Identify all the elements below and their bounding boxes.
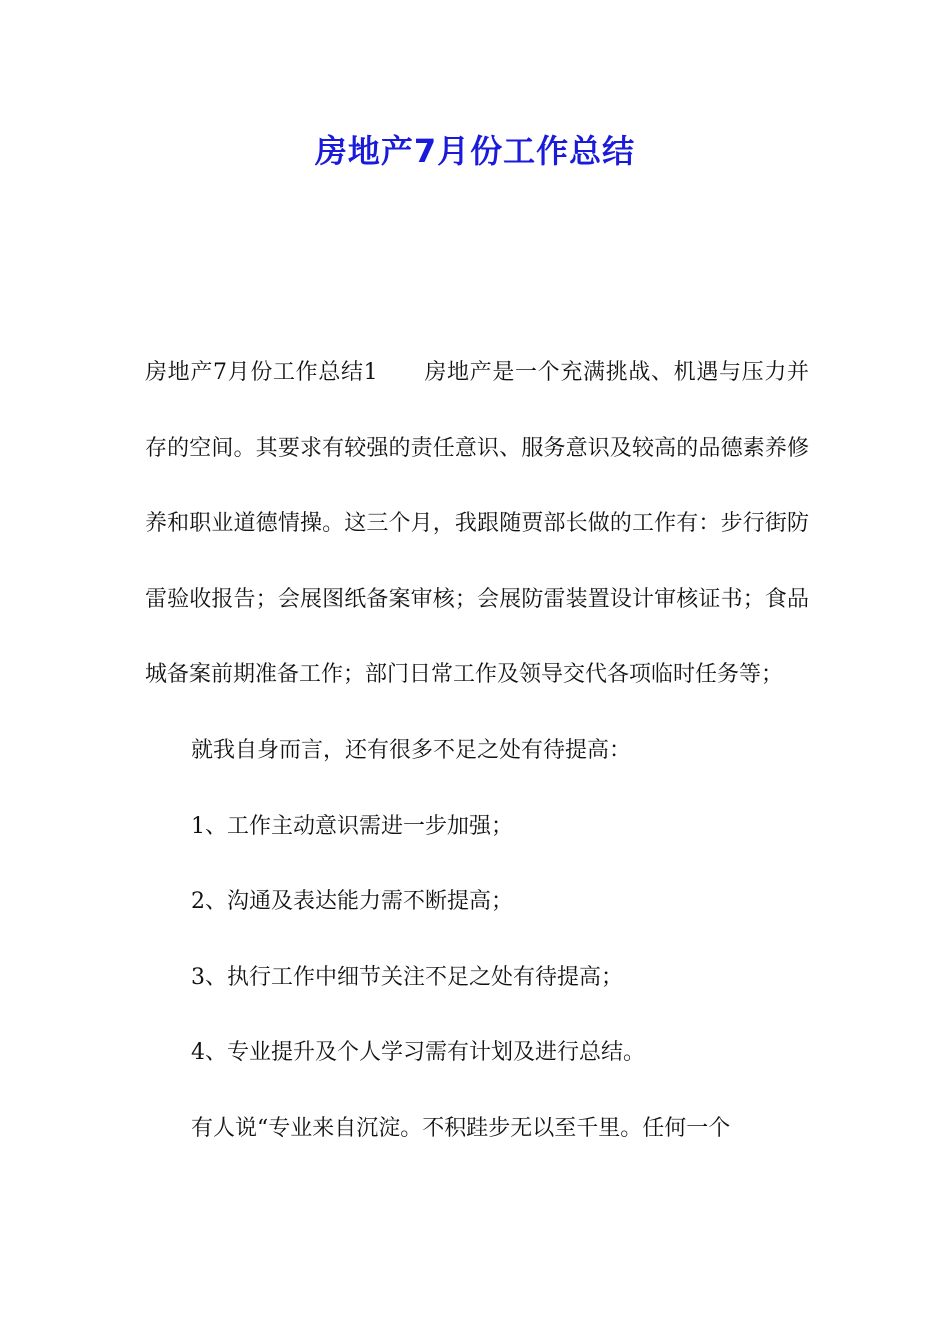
intro-text: 房地产是一个充满挑战、机遇与压力并存的空间。其要求有较强的责任意识、服务意识及较高的品德素养修养和职业道德情操。这三个月，我跟随贾部长做的工作有：步行街防雷验收报告；会展图纸备案审核；会展防雷装置设计审核证书；食品城备案前期准备工作；部门日常工作及领导交代各项临时任务等； [145, 360, 809, 688]
list-item-3: 3、执行工作中细节关注不足之处有待提高； [191, 964, 623, 990]
list-item-1: 1、工作主动意识需进一步加强； [191, 813, 513, 839]
paragraph-quote: 有人说“专业来自沉淀。不积跬步无以至千里。任何一个 [191, 1115, 731, 1141]
paragraph-intro [145, 335, 809, 713]
list-item-2: 2、沟通及表达能力需不断提高； [191, 889, 513, 915]
document-body [145, 335, 809, 1167]
list-item-4: 4、专业提升及个人学习需有计划及进行总结。 [191, 1040, 645, 1066]
paragraph-self-assessment: 就我自身而言，还有很多不足之处有待提高： [191, 737, 632, 763]
section-heading: 房地产7月份工作总结1 [145, 360, 378, 385]
document-title: 房地产7月份工作总结 [314, 132, 636, 170]
